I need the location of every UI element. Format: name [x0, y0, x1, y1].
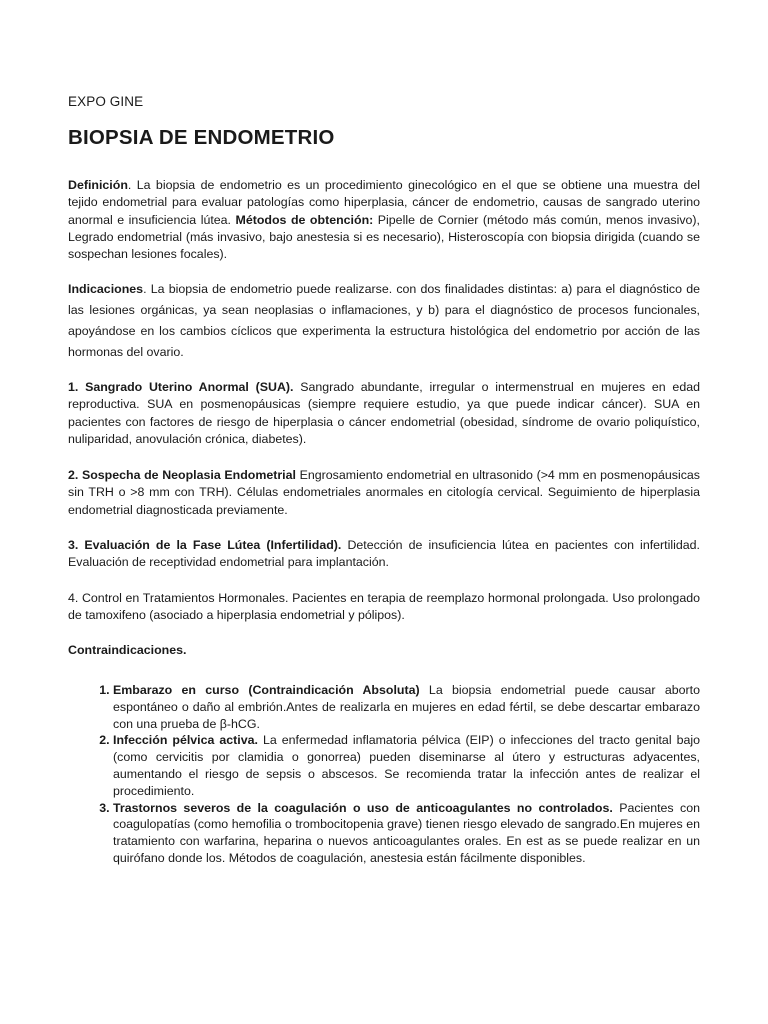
- list-item-text: La biopsia endometrial puede causar aborto espontáneo o daño al embrión.Antes de realizarla en mujeres en edad fértil, se debe descartar embarazo con una prueba de β-hCG.: [113, 683, 700, 731]
- indication-item-sua-label: 1. Sangrado Uterino Anormal (SUA).: [68, 380, 294, 394]
- indication-item-fase-lutea: [68, 537, 700, 572]
- methods-label: Métodos de obtención:: [235, 212, 374, 227]
- indications-paragraph: [68, 279, 700, 363]
- list-item-label: Infección pélvica activa.: [113, 733, 258, 748]
- definition-text: . La biopsia de endometrio es un procedimiento ginecológico en el que se obtiene una muestra del tejido endometrial para evaluar patologías como hiperplasia, cáncer de endometrio, causas de sangrado uterino anormal e insuficiencia lútea.: [68, 178, 700, 227]
- indication-item-neoplasia-text: Engrosamiento endometrial en ultrasonido (>4 mm en posmenopáusicas sin TRH o >8 mm con TRH). Células endometriales anormales en citología cervical. Seguimiento de hiperplasia endometrial diagnosticada previamente.: [68, 468, 700, 517]
- indication-item-control-text: 4. Control en Tratamientos Hormonales. Pacientes en terapia de reemplazo hormonal prolongada. Uso prolongado de tamoxifeno (asociado a hiperplasia endometrial y pólipos).: [68, 591, 700, 623]
- list-item: [113, 682, 700, 732]
- document-title: BIOPSIA DE ENDOMETRIO: [68, 126, 335, 149]
- indications-label: Indicaciones: [68, 282, 144, 296]
- indication-item-fase-lutea-label: 3. Evaluación de la Fase Lútea (Infertilidad).: [68, 538, 342, 552]
- document-subtitle: EXPO GINE: [68, 94, 144, 109]
- definition-paragraph: [68, 177, 700, 263]
- indication-item-sua: [68, 379, 700, 448]
- contraindications-list: [68, 682, 700, 867]
- indication-item-neoplasia-label: 2. Sospecha de Neoplasia Endometrial: [68, 468, 296, 482]
- indication-item-control: [68, 590, 700, 625]
- contraindications-heading: Contraindicaciones.: [68, 643, 187, 657]
- indication-item-fase-lutea-text: Detección de insuficiencia lútea en pacientes con infertilidad. Evaluación de receptividad endometrial para implantación.: [68, 538, 700, 570]
- indication-item-neoplasia: [68, 467, 700, 519]
- list-item-text: La enfermedad inflamatoria pélvica (EIP) o infecciones del tracto genital bajo (como cervicitis por clamidia o gonorrea) pueden diseminarse al útero y estructuras adyacentes, aumentando el riesgo de sepsis o abscesos. Se recomienda tratar la infección antes de realizar el procedimiento.: [113, 733, 700, 798]
- definition-label: Definición: [68, 178, 128, 192]
- methods-text: Pipelle de Cornier (método más común, menos invasivo), Legrado endometrial (más invasivo, bajo anestesia si es necesario), Histeroscopía con biopsia dirigida (cuando se sospechan lesiones focales).: [68, 212, 700, 262]
- indication-item-sua-text: Sangrado abundante, irregular o intermenstrual en mujeres en edad reproductiva. SUA en posmenopáusicas (siempre requiere estudio, ya que puede indicar cáncer). SUA en pacientes con factores de riesgo de hiperplasia o cáncer endometrial (obesidad, síndrome de ovario poliquístico, nuliparidad, anovulación crónica, diabetes).: [68, 380, 700, 446]
- list-item: [113, 800, 700, 867]
- list-item: [113, 732, 700, 799]
- list-item-label: Embarazo en curso (Contraindicación Absoluta): [113, 683, 420, 697]
- indications-text: . La biopsia de endometrio puede realizarse. con dos finalidades distintas: a) para el diagnóstico de las lesiones orgánicas, ya sean neoplasias o inflamaciones, y b) para el diagnóstico de procesos funcionales, apoyándose en los cambios cíclicos que experimenta la estructura histológica del endometrio por acción de las hormonas del ovario.: [68, 282, 700, 359]
- list-item-text: Pacientes con coagulopatías (como hemofilia o trombocitopenia grave) tienen riesgo elevado de sangrado.En mujeres en tratamiento con warfarina, heparina o nuevos anticoagulantes orales. En est as se puede realizar en un quirófano donde los. Métodos de coagulación, anestesia están fácilmente disponibles.: [113, 800, 700, 865]
- list-item-label: Trastornos severos de la coagulación o uso de anticoagulantes no controlados.: [113, 800, 613, 815]
